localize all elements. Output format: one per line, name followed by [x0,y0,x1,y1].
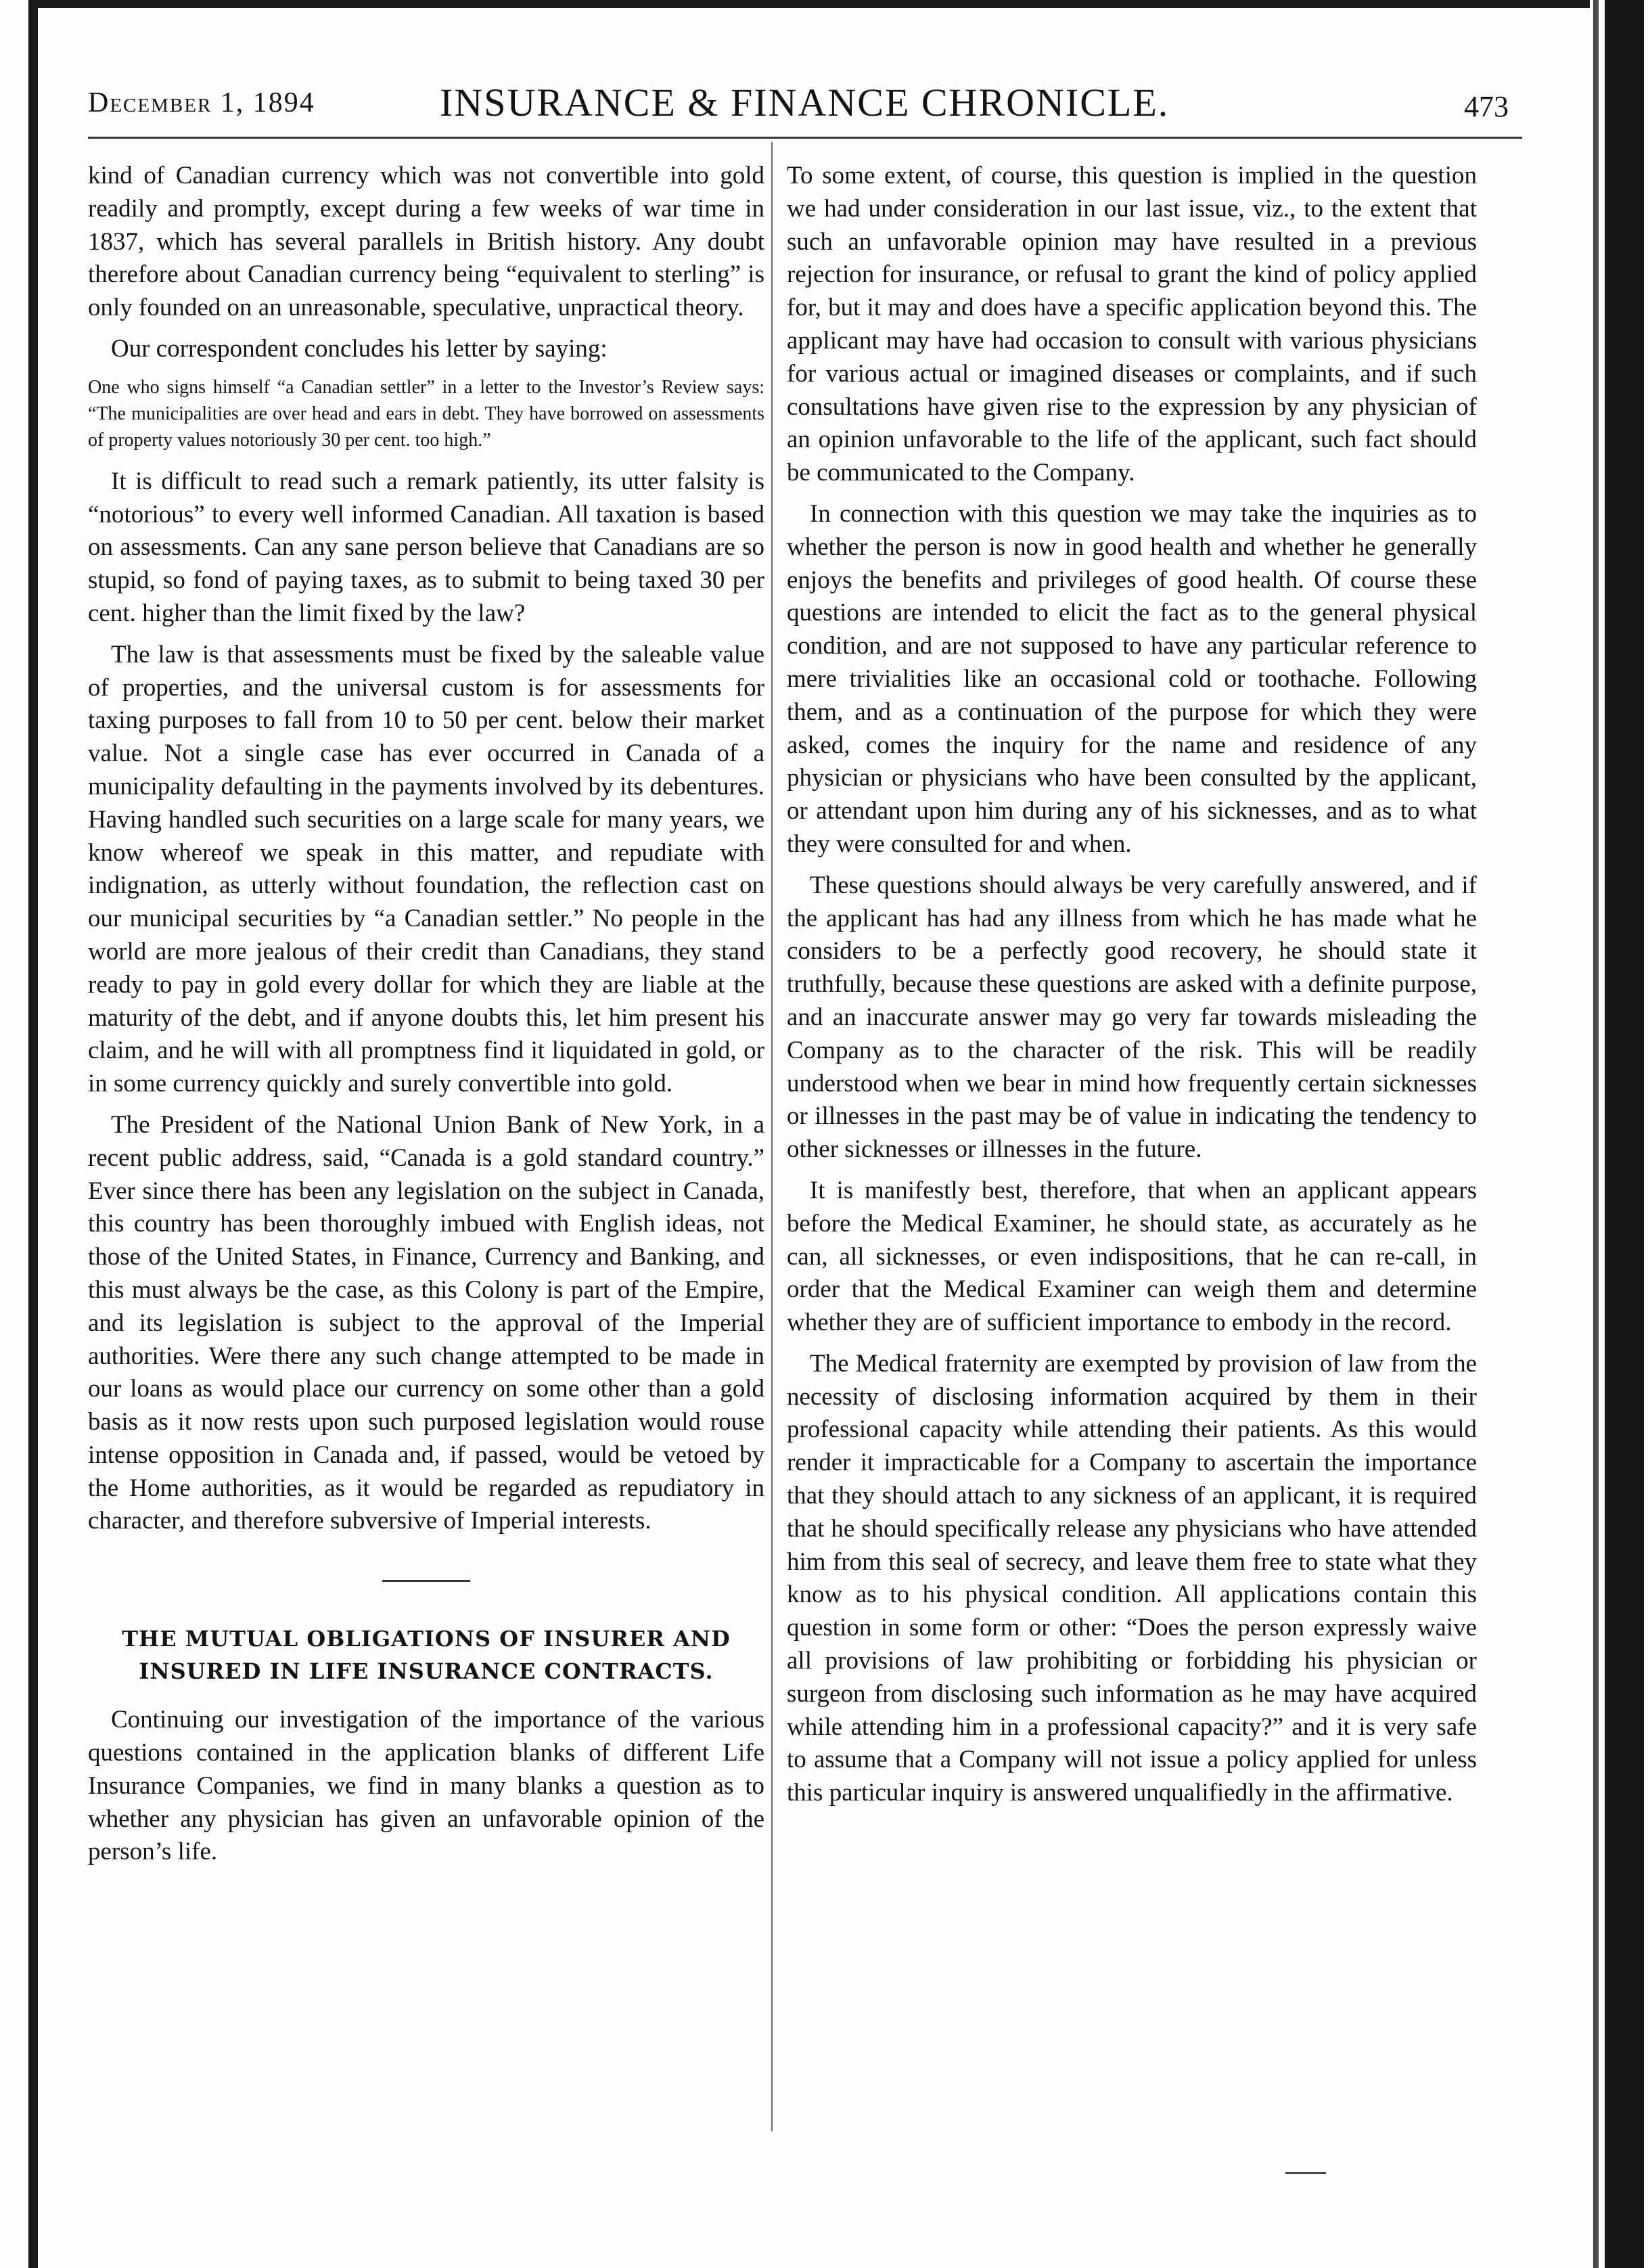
footer-mark [1285,2172,1326,2174]
paragraph: It is difficult to read such a remark patiently, its utter falsity is “notorious” to every well informed Canadian. All taxation is based on assessments. Can any sane person believe that Canadians are so stupid, so fond of paying taxes, as to submit to being taxed 30 per cent. higher than the limit fixed by the law? [88,467,764,627]
section-separator [382,1580,470,1582]
paragraph: To some extent, of course, this question is implied in the question we had under consideration in our last issue, viz., to the extent that such an unfavorable opinion may have resulted in a previous rejection for insurance, or refusal to grant the kind of policy applied for, but it may and does have a specific application beyond this. The applicant may have had occasion to consult with various physicians for various actual or imagined diseases or complaints, and if such consultations have given rise to the expression by any physician of an opinion unfavorable to the life of the applicant, such fact should be communicated to the Company. [787,162,1477,487]
block-quote: One who signs himself “a Canadian settler” in a letter to the Investor’s Review says: “The municipalities are over head and ears in debt. They have borrowed on assessments of property values notoriously 30 per cent. too high.” [88,376,764,451]
page-edge-right-inner [1593,0,1599,2268]
paragraph: The Medical fraternity are exempted by provision of law from the necessity of disclosing information acquired by them in their professional capacity while attending their patients. As this would render it impracticable for a Company to ascertain the importance that they should attach to any sickness of an applicant, it is required that he should specifically release any physicians who have attended him from this seal of secrecy, and leave them free to state what they know as to his physical condition. All applications contain this question in some form or other: “Does the person expressly waive all provisions of law prohibiting or forbidding his physician or surgeon from disclosing such information as he may have acquired while attending him in a professional capacity?” and it is very safe to assume that a Company will not issue a policy applied for unless this particular inquiry is answered unqualifiedly in the affirmative. [787,1349,1477,1807]
paragraph: It is manifestly best, therefore, that when an applicant appears before the Medical Examiner, he should state, as accurately as he can, all sicknesses, or even indispositions, that he can re-call, in order that the Medical Examiner can weigh them and determine whether they are of sufficient importance to embody in the record. [787,1176,1477,1337]
page-edge-left [28,0,38,2268]
running-header [88,80,1509,137]
right-column [787,160,1477,1818]
paragraph: The President of the National Union Bank of New York, in a recent public address, said, “Canada is a gold standard country.” Ever since there has been any legislation on the subject in Canada, this country has been thoroughly imbued with English ideas, not those of the United States, in Finance, Currency and Banking, and this must always be the case, as this Colony is part of the Empire, and its legislation is subject to the approval of the Imperial authorities. Were there any such change attempted to be made in our loans as would place our currency on some other than a gold basis as it now rests upon such purposed legislation would rouse intense opposition in Canada and, if passed, would be vetoed by the Home authorities, as it would be regarded as repudiatory in character, and therefore subversive of Imperial interests. [88,1110,764,1535]
paragraph: Our correspondent concludes his letter by saying: [111,334,608,363]
header-date: December 1, 1894 [88,87,315,118]
left-column [88,160,764,1877]
paragraph: These questions should always be very carefully answered, and if the applicant has had any illness from which he has made what he considers to be a perfectly good recovery, he should state it truthfully, because these questions are asked with a definite purpose, and an inaccurate answer may go very far towards misleading the Company as to the character of the risk. This will be readily understood when we bear in mind how frequently certain sicknesses or illnesses in the past may be of value in indicating the tendency to other sicknesses or illnesses in the future. [787,871,1477,1164]
paragraph: The law is that assessments must be fixed by the saleable value of properties, and the universal custom is for assessments for taxing purposes to fall from 10 to 50 per cent. below their market value. Not a single case has ever occurred in Canada of a municipality defaulting in the payments involved by its debentures. Having handled such securities on a large scale for many years, we know whereof we speak in this matter, and repudiate with indignation, as utterly without foundation, the reflection cast on our municipal securities by “a Canadian settler.” No people in the world are more jealous of their credit than Canadians, they stand ready to pay in gold every dollar for which they are liable at the maturity of the debt, and if anyone doubts this, let him present his claim, and he will with all promptness find it liquidated in gold, or in some currency quickly and surely convertible into gold. [88,640,764,1098]
header-rule [88,137,1522,139]
page-number: 473 [1464,90,1509,123]
paragraph: In connection with this question we may take the inquiries as to whether the person is now in good health and whether he generally enjoys the benefits and privileges of good health. Of course these questions are intended to elicit the fact as to the general physical condition, and are not supposed to have any particular reference to mere trivialities like an occasional cold or toothache. Following them, and as a continuation of the purpose for which they were asked, comes the inquiry for the name and residence of any physician or physicians who have been consulted by the applicant, or attendant upon him during any of his sicknesses, and as to what they were consulted for and when. [787,499,1477,858]
paragraph: kind of Canadian currency which was not convertible into gold readily and promptly, except during a few weeks of war time in 1837, which has several parallels in British history. Any doubt therefore about Canadian currency being “equivalent to sterling” is only founded on an unreasonable, speculative, unpractical theory. [88,162,764,322]
article-heading: THE MUTUAL OBLIGATIONS OF INSURER AND INSURED IN LIFE INSURANCE CONTRACTS. [122,1626,731,1685]
paragraph: Continuing our investigation of the importance of the various questions contained in the application blanks of different Life Insurance Companies, we find in many blanks a question as to whether any physician has given an unfavorable opinion of the person’s life. [88,1706,764,1866]
column-divider [771,142,773,2131]
publication-title: INSURANCE & FINANCE CHRONICLE. [440,81,1170,124]
page-edge-top [34,0,1590,8]
page-edge-right [1605,0,1644,2268]
